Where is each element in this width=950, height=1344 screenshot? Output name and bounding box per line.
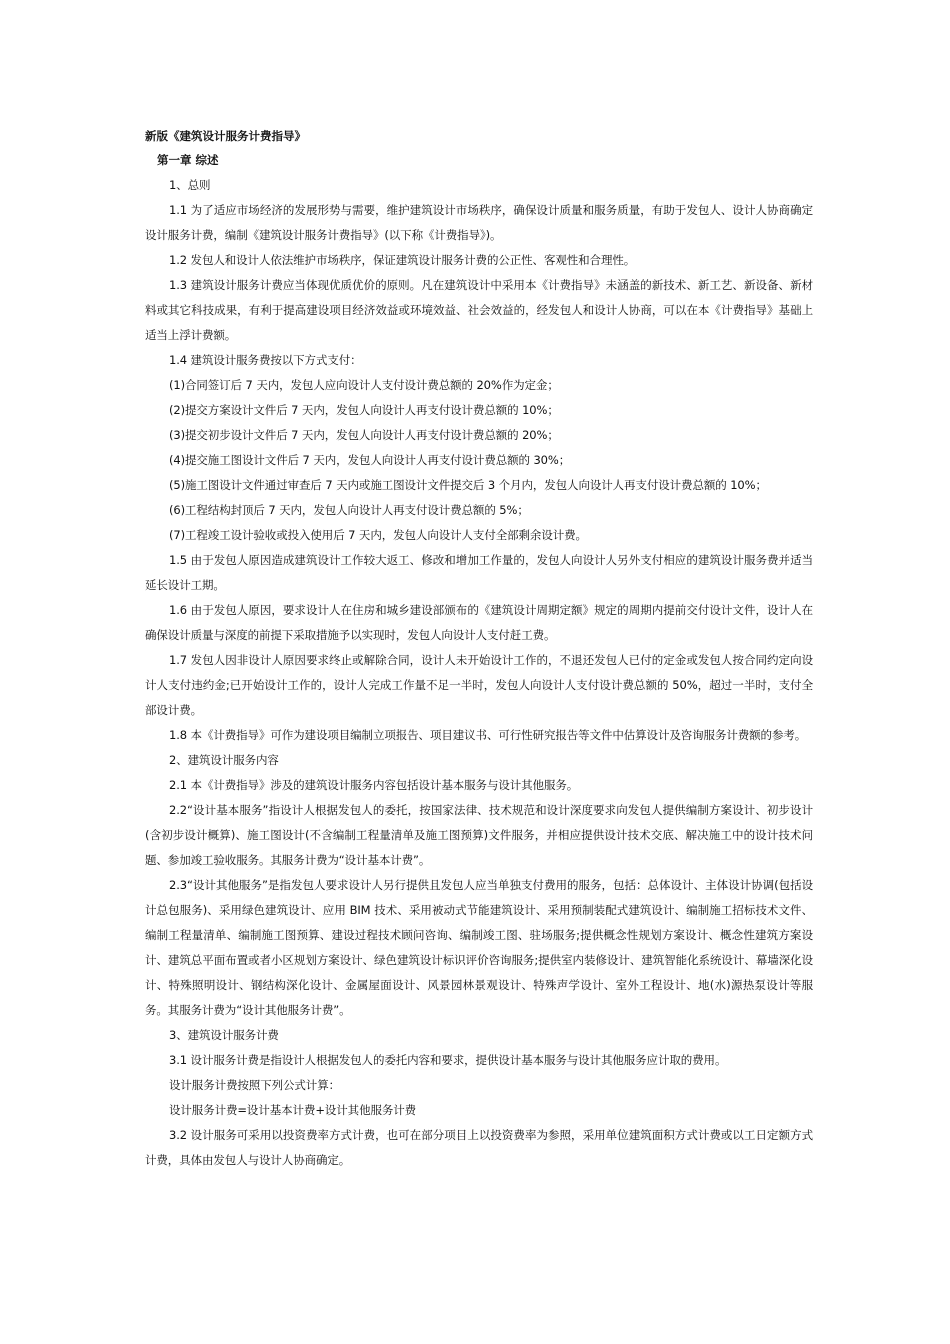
paragraph: (2)提交方案设计文件后 7 天内，发包人向设计人再支付设计费总额的 10%； <box>169 403 559 417</box>
paragraph: 1.3 建筑设计服务计费应当体现优质优价的原则。凡在建筑设计中采用本《计费指导》未涵盖的新技术、新工艺、新设备、新材料或其它科技成果，有利于提高建设项目经济效益或环境效益、社会效益的，经发包人和设计人协商，可以在本《计费指导》基础上适当上浮计费额。 <box>145 278 813 342</box>
paragraph: (7)工程竣工设计验收或投入使用后 7 天内，发包人向设计人支付全部剩余设计费。 <box>169 528 587 542</box>
paragraph: 3、建筑设计服务计费 <box>169 1028 279 1042</box>
paragraph: 1.1 为了适应市场经济的发展形势与需要，维护建筑设计市场秩序，确保设计质量和服务质量，有助于发包人、设计人协商确定设计服务计费，编制《建筑设计服务计费指导》(以下称《计费指导》)。 <box>145 203 813 242</box>
paragraph: (3)提交初步设计文件后 7 天内，发包人向设计人再支付设计费总额的 20%； <box>169 428 559 442</box>
paragraph: 2.2“设计基本服务”指设计人根据发包人的委托，按国家法律、技术规范和设计深度要求向发包人提供编制方案设计、初步设计(含初步设计概算)、施工图设计(不含编制工程量清单及施工图预算)文件服务，并相应提供设计技术交底、解决施工中的设计技术问题、参加竣工验收服务。其服务计费为“设计基本计费”。 <box>145 803 813 867</box>
chapter-heading: 第一章 综述 <box>157 153 219 167</box>
paragraph: 1.5 由于发包人原因造成建筑设计工作较大返工、修改和增加工作量的，发包人向设计人另外支付相应的建筑设计服务费并适当延长设计工期。 <box>145 553 813 592</box>
paragraph: 1.8 本《计费指导》可作为建设项目编制立项报告、项目建议书、可行性研究报告等文件中估算设计及咨询服务计费额的参考。 <box>169 728 807 742</box>
document-title: 新版《建筑设计服务计费指导》 <box>145 129 306 143</box>
paragraph: (1)合同签订后 7 天内，发包人应向设计人支付设计费总额的 20%作为定金； <box>169 378 559 392</box>
paragraph: 1、总则 <box>169 178 211 192</box>
paragraph: 1.6 由于发包人原因，要求设计人在住房和城乡建设部颁布的《建筑设计周期定额》规定的周期内提前交付设计文件，设计人在确保设计质量与深度的前提下采取措施予以实现时，发包人向设计人支付赶工费。 <box>145 603 813 642</box>
paragraph: 2.3“设计其他服务”是指发包人要求设计人另行提供且发包人应当单独支付费用的服务，包括：总体设计、主体设计协调(包括设计总包服务)、采用绿色建筑设计、应用 BIM 技术、采用被动式节能建筑设计、采用预制装配式建筑设计、编制施工招标技术文件、编制工程量清单、编制施工图预算、建设过程技术顾问咨询、编制竣工图、驻场服务;提供概念性规划方案设计、概念性建筑方案设计、建筑总平面布置或者小区规划方案设计、绿色建筑设计标识评价咨询服务;提供室内装修设计、建筑智能化系统设计、幕墙深化设计、特殊照明设计、钢结构深化设计、金属屋面设计、风景园林景观设计、特殊声学设计、室外工程设计、地(水)源热泵设计等服务。其服务计费为“设计其他服务计费”。 <box>145 878 813 1017</box>
paragraph: (5)施工图设计文件通过审查后 7 天内或施工图设计文件提交后 3 个月内，发包人向设计人再支付设计费总额的 10%； <box>169 478 767 492</box>
paragraph: 2、建筑设计服务内容 <box>169 753 279 767</box>
document-page <box>145 124 813 1173</box>
paragraph: 3.1 设计服务计费是指设计人根据发包人的委托内容和要求，提供设计基本服务与设计其他服务应计取的费用。 <box>169 1053 727 1067</box>
paragraph: 1.4 建筑设计服务费按以下方式支付： <box>169 353 362 367</box>
document-body <box>145 173 813 1173</box>
paragraph: (6)工程结构封顶后 7 天内，发包人向设计人再支付设计费总额的 5%； <box>169 503 529 517</box>
paragraph: 设计服务计费按照下列公式计算： <box>169 1078 340 1092</box>
paragraph: (4)提交施工图设计文件后 7 天内，发包人向设计人再支付设计费总额的 30%； <box>169 453 571 467</box>
paragraph: 1.7 发包人因非设计人原因要求终止或解除合同，设计人未开始设计工作的，不退还发包人已付的定金或发包人按合同约定向设计人支付违约金;已开始设计工作的，设计人完成工作量不足一半时，发包人向设计人支付设计费总额的 50%，超过一半时，支付全部设计费。 <box>145 653 813 717</box>
paragraph: 设计服务计费=设计基本计费+设计其他服务计费 <box>169 1103 417 1117</box>
paragraph: 2.1 本《计费指导》涉及的建筑设计服务内容包括设计基本服务与设计其他服务。 <box>169 778 579 792</box>
paragraph: 3.2 设计服务可采用以投资费率方式计费，也可在部分项目上以投资费率为参照，采用单位建筑面积方式计费或以工日定额方式计费，具体由发包人与设计人协商确定。 <box>145 1128 813 1167</box>
paragraph: 1.2 发包人和设计人依法维护市场秩序，保证建筑设计服务计费的公正性、客观性和合理性。 <box>169 253 636 267</box>
